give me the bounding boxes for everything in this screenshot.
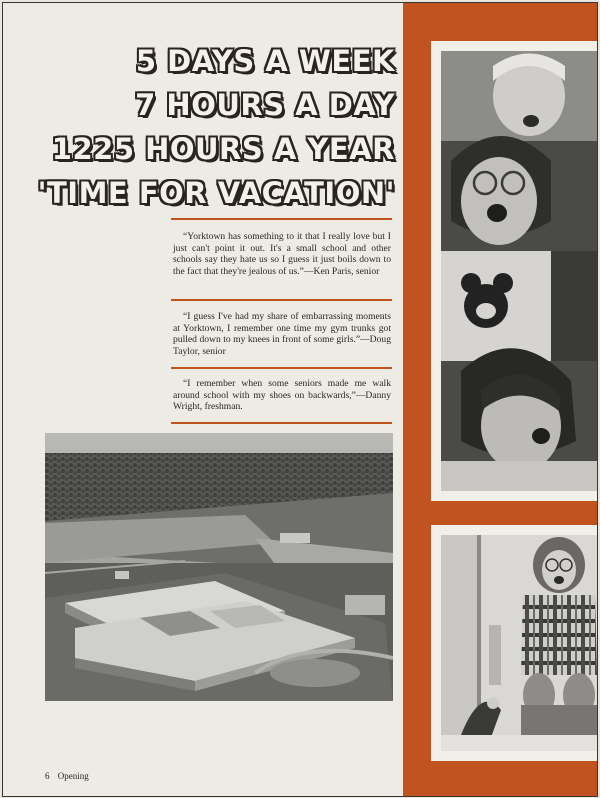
divider-rule [171,218,392,220]
page-folio [45,771,95,781]
aerial-school-photo [45,433,393,701]
headline [33,39,395,215]
cheering-students-photo [431,41,597,501]
page-number: 6 [45,771,50,781]
girl-in-flannel-photo [431,525,597,761]
divider-rule [171,299,392,301]
quote-danny-wright: “I remember when some seniors made me walk around school with my shoes on backwards,”—Danny Wright, freshman. [173,378,391,413]
quote-doug-taylor: “I guess I've had my share of embarrassing moments at Yorktown, I remember one time my gym trunks got pulled down to my knees in front of some girls.”—Doug Taylor, senior [173,311,391,357]
headline-line-1: 5 DAYS A WEEK [135,44,395,78]
headline-line-4: 'TIME FOR VACATION' [37,176,395,210]
quote-ken-paris: “Yorktown has something to it that I really love but I just can't point it out. It's a small school and other schools say they hate us so I guess it just boils down to the fact that they're jealous of us.”—Ken Paris, senior [173,231,391,277]
section-name: Opening [57,771,89,781]
divider-rule [171,422,392,424]
headline-line-3: 1225 HOURS A YEAR [51,132,395,166]
yearbook-page [2,2,598,797]
headline-line-2: 7 HOURS A DAY [135,88,395,122]
divider-rule [171,367,392,369]
